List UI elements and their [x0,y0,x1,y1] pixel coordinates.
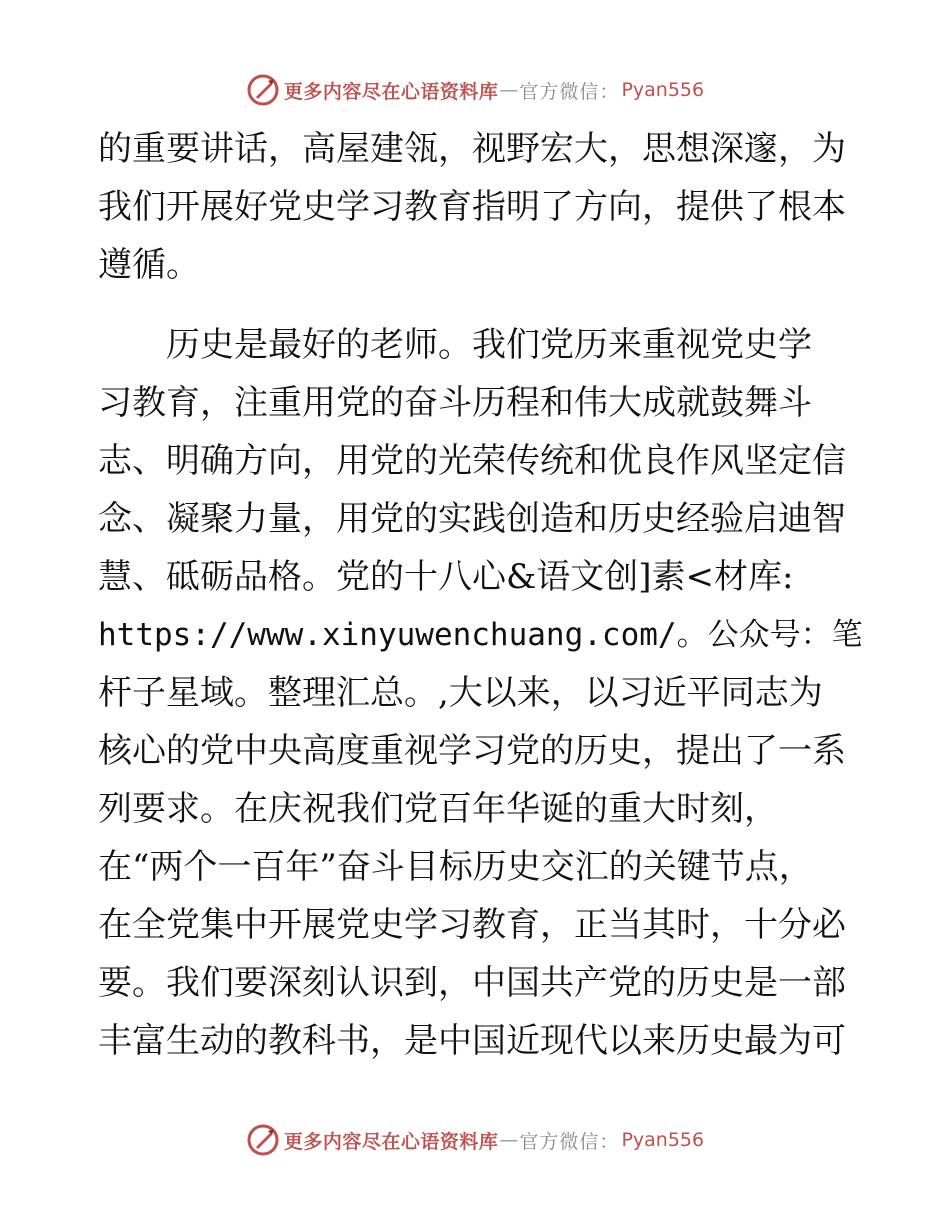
text-line: 志、明确方向，用党的光荣传统和优良作风坚定信 [98,441,846,481]
paragraph-1 [98,120,858,294]
footer-wechat-id: Pyan556 [621,1129,705,1151]
text-line: 习教育，注重用党的奋斗历程和伟大成就鼓舞斗 [98,383,812,423]
text-line: 丰富生动的教科书，是中国近现代以来历史最为可 [98,1021,846,1061]
footer-site-text: 更多内容尽在心语资料库 [283,1130,499,1153]
text-line: 历史是最好的老师。我们党历来重视党史学 [98,325,812,365]
text-line: 在全党集中开展党史学习教育，正当其时，十分必 [98,905,846,945]
header-banner [0,70,950,110]
text-line: 念、凝聚力量，用党的实践创造和历史经验启迪智 [98,499,846,539]
text-line: 列要求。在庆祝我们党百年华诞的重大时刻， [98,789,778,829]
text-line: 要。我们要深刻认识到，中国共产党的历史是一部 [98,963,846,1003]
text-line: 在“两个一百年”奋斗目标历史交汇的关键节点， [98,847,813,887]
footer-wechat-label: 官方微信： [519,1130,620,1153]
text-line: 的重要讲话，高屋建瓴，视野宏大，思想深邃，为 [98,129,846,169]
header-wechat-id: Pyan556 [621,79,705,101]
quill-logo-icon [246,1123,280,1157]
text-line: 我们开展好党史学习教育指明了方向，提供了根本 [98,187,846,227]
text-line: 慧、砥砺品格。党的十八心&语文创]素<材库: [98,557,794,597]
header-dash: — [499,79,519,101]
text-line: 核心的党中央高度重视学习党的历史，提出了一系 [98,731,846,771]
url-text-line: https://www.xinyuwenchuang.com/。公众号：笔 [98,617,863,653]
text-line: 杆子星域。整理汇总。,大以来，以习近平同志为 [98,673,823,713]
quill-logo-icon [246,73,280,107]
header-wechat-label: 官方微信： [519,80,620,103]
footer-banner [0,1120,950,1160]
footer-dash: — [499,1129,519,1151]
text-line: 遵循。 [98,245,200,285]
paragraph-2 [98,316,863,1070]
document-body [98,120,863,1070]
header-site-text: 更多内容尽在心语资料库 [283,80,499,103]
